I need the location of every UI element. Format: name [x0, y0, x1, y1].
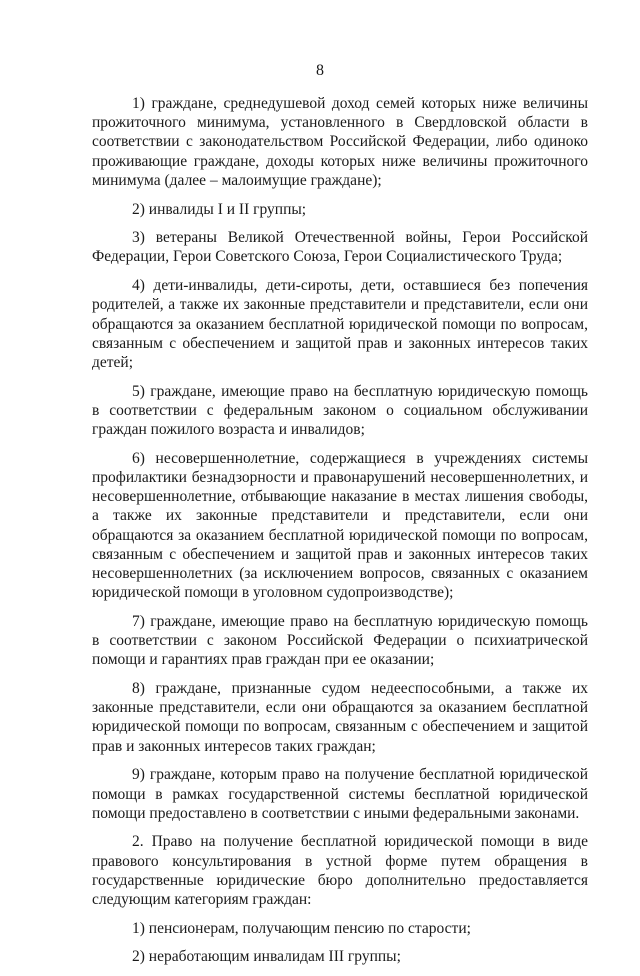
paragraph-item-1-7: 7) граждане, имеющие право на бесплатную юридическую помощь в соответствии с законом Российской Федерации о психиатрической помощи и гарантиях прав граждан при ее оказании;	[92, 612, 588, 669]
paragraph-item-1-8: 8) граждане, признанные судом недееспособными, а также их законные представители, если они обращаются за оказанием бесплатной юридической помощи по вопросам, связанным с обеспечением и защитой прав и законных интересов таких граждан;	[92, 679, 588, 755]
paragraph-section-2: 2. Право на получение бесплатной юридической помощи в виде правового консультирования в устной форме путем обращения в государственные юридические бюро дополнительно предоставляется следующим категориям граждан:	[92, 833, 588, 909]
paragraph-item-2-1: 1) пенсионерам, получающим пенсию по старости;	[132, 919, 471, 937]
paragraph-item-1-1: 1) граждане, среднедушевой доход семей которых ниже величины прожиточного минимума, установленного в Свердловской области в соответствии с законодательством Российской Федерации, либо одиноко проживающие граждане, доходы которых ниже величины прожиточного минимума (далее – малоимущие граждане);	[92, 95, 588, 189]
paragraph-item-1-9: 9) граждане, которым право на получение бесплатной юридической помощи в рамках государственной системы бесплатной юридической помощи предоставлено в соответствии с иными федеральными законами.	[92, 766, 588, 822]
document-body	[92, 94, 588, 976]
paragraph-item-1-3: 3) ветераны Великой Отечественной войны, Герои Российской Федерации, Герои Советского Союза, Герои Социалистического Труда;	[92, 229, 588, 266]
paragraph-item-1-5: 5) граждане, имеющие право на бесплатную юридическую помощь в соответствии с федеральным законом о социальном обслуживании граждан пожилого возраста и инвалидов;	[92, 382, 588, 439]
paragraph-item-1-4: 4) дети-инвалиды, дети-сироты, дети, оставшиеся без попечения родителей, а также их законные представители и представители, если они обращаются за оказанием бесплатной юридической помощи по вопросам, связанным с обеспечением и защитой прав и законных интересов таких детей;	[92, 277, 588, 371]
paragraph-item-2-2: 2) неработающим инвалидам III группы;	[132, 948, 401, 966]
paragraph-item-1-2: 2) инвалиды I и II группы;	[132, 200, 307, 218]
page-number: 8	[316, 62, 324, 79]
paragraph-item-1-6: 6) несовершеннолетние, содержащиеся в учреждениях системы профилактики безнадзорности и правонарушений несовершеннолетних, и несовершеннолетние, отбывающие наказание в местах лишения свободы, а также их законные представители и представители, если они обращаются за оказанием бесплатной юридической помощи по вопросам, связанным с обеспечением и защитой прав и законных интересов таких несовершеннолетних (за исключением вопросов, связанных с оказанием юридической помощи в уголовном судопроизводстве);	[92, 449, 588, 602]
